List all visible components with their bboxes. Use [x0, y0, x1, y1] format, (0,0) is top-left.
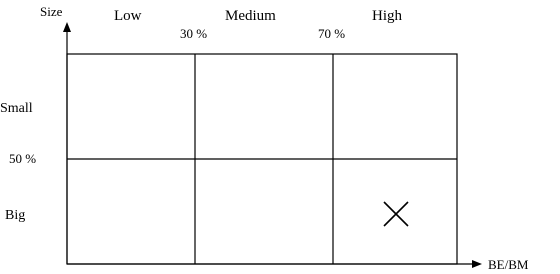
row-label-big: Big: [5, 208, 26, 223]
x-axis-label: BE/BM: [488, 257, 529, 269]
breakpoint-30: 30 %: [180, 26, 208, 41]
column-label-high: High: [372, 8, 402, 24]
column-label-low: Low: [114, 8, 142, 24]
y-axis-label: Size: [40, 4, 63, 19]
row-label-small: Small: [0, 101, 33, 116]
breakpoint-70: 70 %: [318, 26, 346, 41]
y-axis-arrow: [63, 22, 71, 32]
column-label-medium: Medium: [225, 8, 276, 24]
breakpoint-50: 50 %: [9, 151, 37, 166]
x-axis-arrow: [472, 260, 482, 268]
selected-cell-mark: [384, 202, 408, 226]
